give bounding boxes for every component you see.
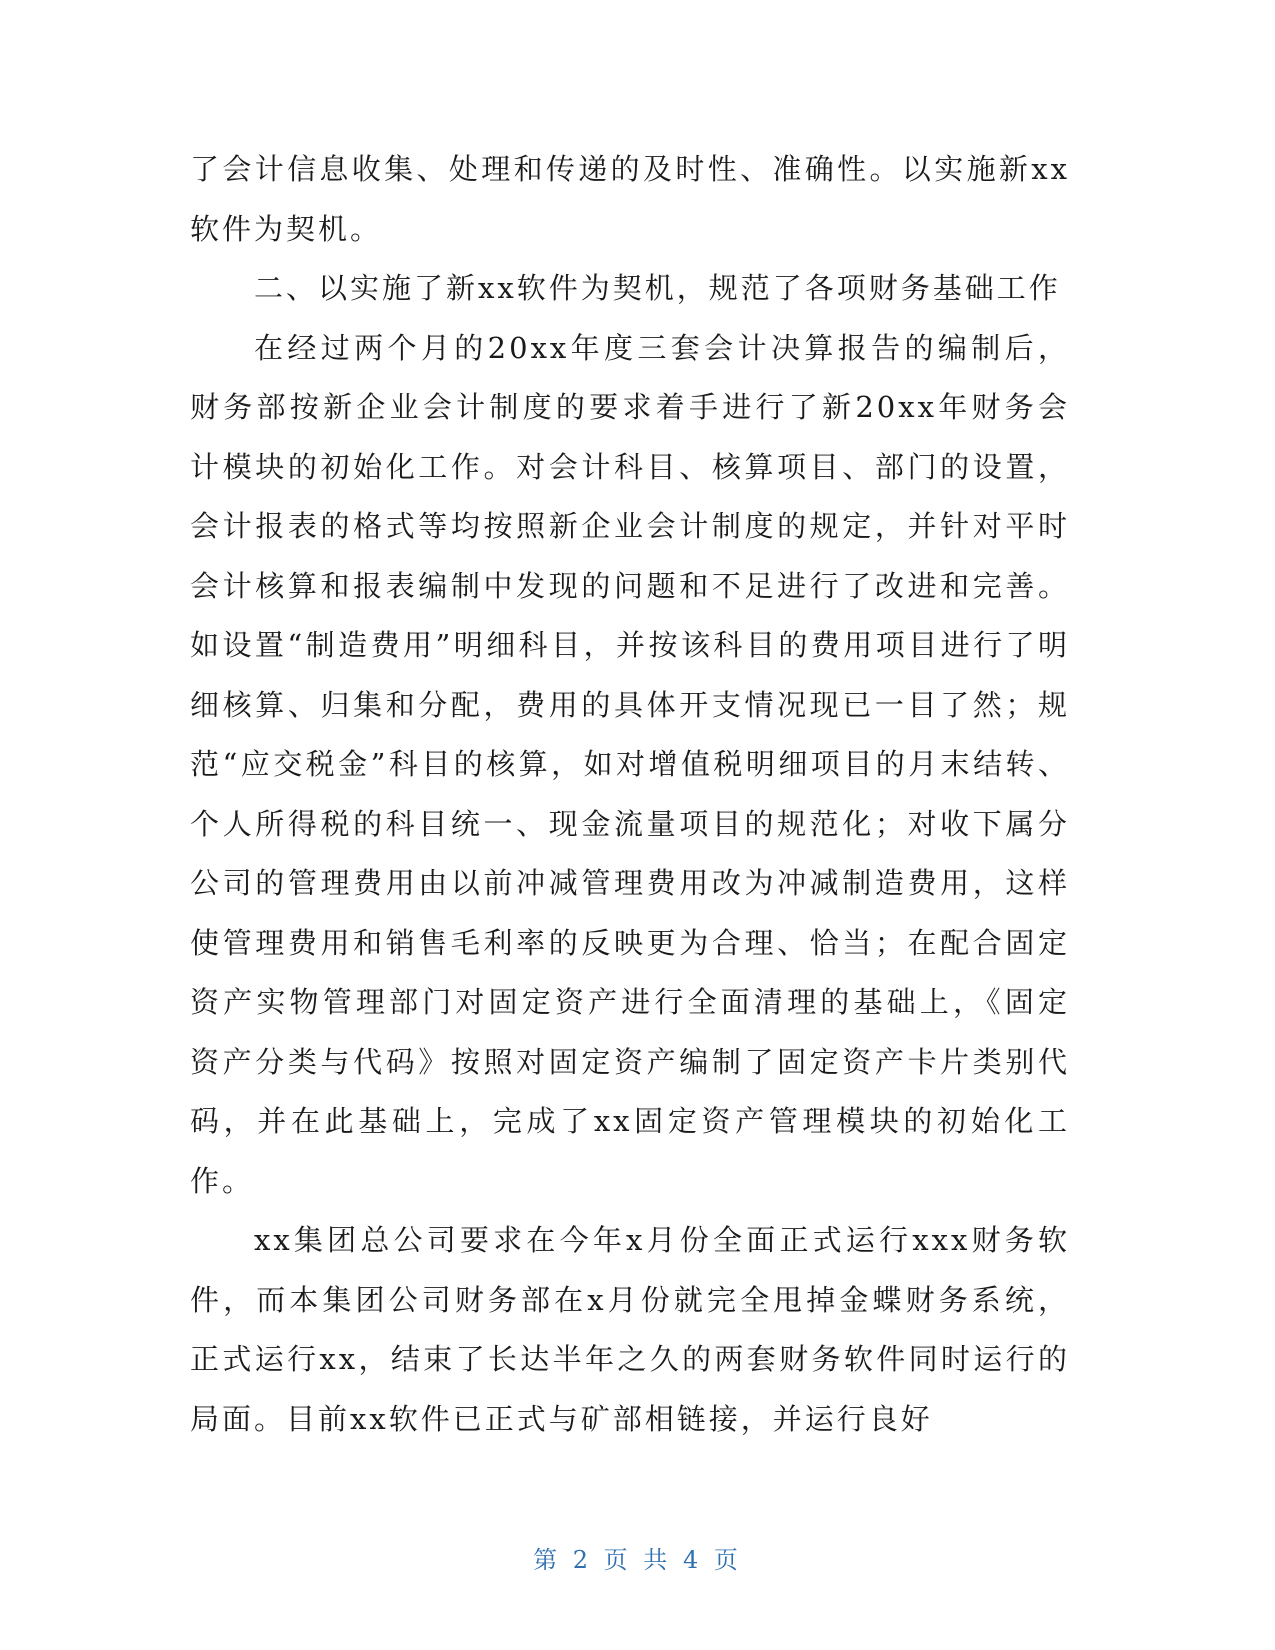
paragraph-software-rollout: xx集团总公司要求在今年x月份全面正式运行xxx财务软件，而本集团公司财务部在x月份就完全甩掉金蝶财务系统，正式运行xx，结束了长达半年之久的两套财务软件同时运行的局面。目前xx软件已正式与矿部相链接，并运行良好: [190, 1223, 1070, 1436]
paragraph-initialization: 在经过两个月的20xx年度三套会计决算报告的编制后，财务部按新企业会计制度的要求着手进行了新20xx年财务会计模块的初始化工作。对会计科目、核算项目、部门的设置，会计报表的格式等均按照新企业会计制度的规定，并针对平时会计核算和报表编制中发现的问题和不足进行了改进和完善。如设置“制造费用”明细科目，并按该科目的费用项目进行了明细核算、归集和分配，费用的具体开支情况现已一目了然；规范“应交税金”科目的核算，如对增值税明细项目的月末结转、个人所得税的科目统一、现金流量项目的规范化；对收下属分公司的管理费用由以前冲减管理费用改为冲减制造费用，这样使管理费用和销售毛利率的反映更为合理、恰当；在配合固定资产实物管理部门对固定资产进行全面清理的基础上，《固定资产分类与代码》按照对固定资产编制了固定资产卡片类别代码，并在此基础上，完成了xx固定资产管理模块的初始化工作。: [190, 330, 1070, 1198]
section-heading: 二、以实施了新xx软件为契机，规范了各项财务基础工作: [254, 271, 1061, 305]
page-number-footer: 第 2 页 共 4 页: [533, 1546, 742, 1574]
paragraph-continuation: 了会计信息收集、处理和传递的及时性、准确性。以实施新xx软件为契机。: [190, 152, 1070, 246]
document-body: [190, 140, 1070, 1449]
